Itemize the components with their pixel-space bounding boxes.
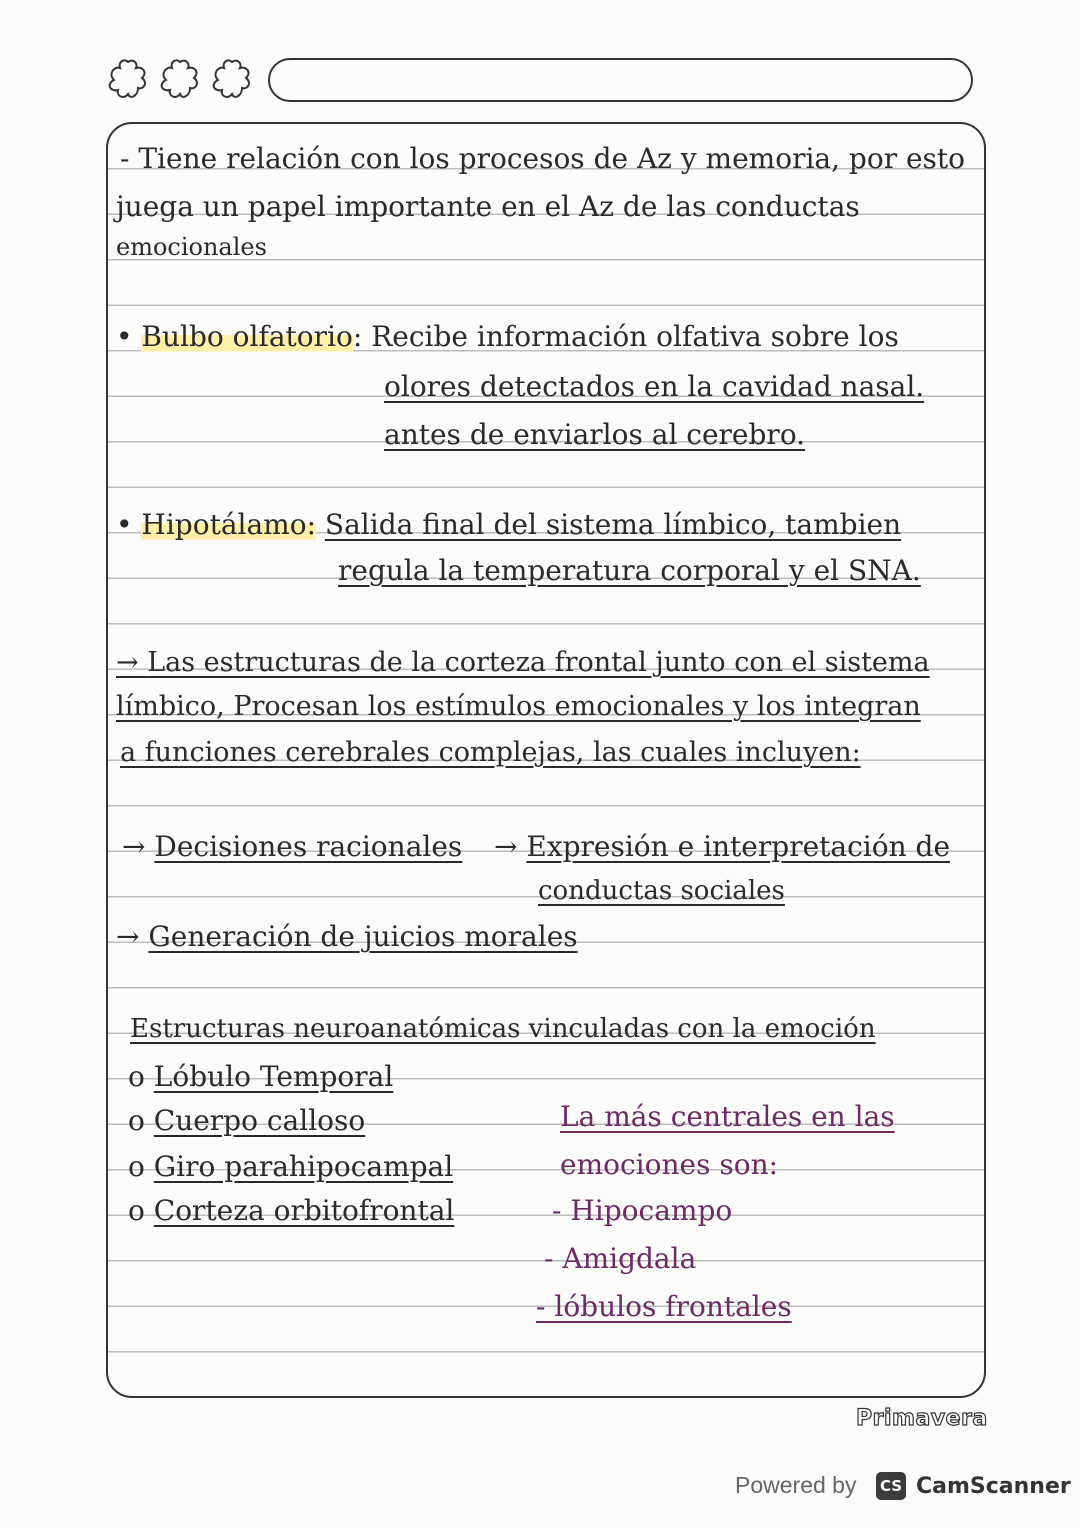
estructura-item: o Cuerpo calloso bbox=[128, 1104, 366, 1137]
funcion-item-3: → Generación de juicios morales bbox=[116, 920, 578, 953]
title-box bbox=[268, 58, 973, 102]
centrales-line-2: emociones son: bbox=[560, 1148, 779, 1181]
estructura-item-text: Giro parahipocampal bbox=[153, 1150, 454, 1183]
corteza-line-2: límbico, Procesan los estímulos emocionales y los integran bbox=[116, 691, 921, 722]
notebook-page bbox=[106, 122, 986, 1398]
estructuras-title: Estructuras neuroanatómicas vinculadas con la emoción bbox=[130, 1014, 876, 1044]
estructura-item-text: Lóbulo Temporal bbox=[153, 1060, 394, 1093]
funcion-item-2-line-2: conductas sociales bbox=[538, 876, 785, 906]
powered-by-text: Powered by bbox=[735, 1472, 857, 1498]
hipotalamo-line-1: • Hipotálamo: Salida final del sistema límbico, tambien bbox=[116, 508, 902, 541]
estructura-item: o Corteza orbitofrontal bbox=[128, 1194, 455, 1227]
corteza-line-1-text: Las estructuras de la corteza frontal junto con el sistema bbox=[147, 647, 930, 678]
notebook-header bbox=[100, 50, 980, 112]
estructura-item: o Lóbulo Temporal bbox=[128, 1060, 394, 1093]
hipotalamo-line-2: regula la temperatura corporal y el SNA. bbox=[338, 554, 921, 587]
corteza-line-1: → Las estructuras de la corteza frontal junto con el sistema bbox=[116, 647, 930, 678]
intro-line-1: - Tiene relación con los procesos de Az y memoria, por esto bbox=[120, 142, 966, 175]
intro-line-3: emocionales bbox=[116, 233, 267, 261]
estructura-item: o Giro parahipocampal bbox=[128, 1150, 454, 1183]
flower-icon bbox=[156, 56, 204, 104]
funcion-item-3-text: Generación de juicios morales bbox=[148, 920, 578, 953]
intro-line-2: juega un papel importante en el Az de las conductas bbox=[116, 190, 860, 223]
camscanner-name: CamScanner bbox=[916, 1474, 1071, 1499]
bulbo-line-1: • Bulbo olfatorio: Recibe información olfativa sobre los bbox=[116, 320, 899, 353]
bulbo-sep: : bbox=[352, 320, 363, 353]
bulbo-def-1: Recibe información olfativa sobre los bbox=[371, 320, 899, 353]
bulbo-line-3: antes de enviarlos al cerebro. bbox=[384, 418, 806, 451]
camscanner-logo-icon: CS bbox=[876, 1472, 906, 1500]
funcion-item-1: → Decisiones racionales bbox=[122, 830, 463, 863]
centrales-item: - Amigdala bbox=[544, 1242, 697, 1275]
hipotalamo-term: Hipotálamo: bbox=[141, 508, 317, 541]
funcion-item-1-text: Decisiones racionales bbox=[154, 830, 463, 863]
primavera-stamp: Primavera bbox=[856, 1406, 988, 1431]
flower-icon bbox=[104, 56, 152, 104]
bulbo-term: Bulbo olfatorio bbox=[141, 320, 353, 353]
funcion-item-2-text: Expresión e interpretación de bbox=[526, 830, 951, 863]
estructura-item-text: Corteza orbitofrontal bbox=[153, 1194, 455, 1227]
estructura-item-text: Cuerpo calloso bbox=[153, 1104, 366, 1137]
centrales-item: - Hipocampo bbox=[552, 1194, 733, 1227]
flower-icon bbox=[208, 56, 256, 104]
bulbo-line-2: olores detectados en la cavidad nasal. bbox=[384, 370, 925, 403]
hipotalamo-def-1: Salida final del sistema límbico, tambien bbox=[324, 508, 902, 541]
funcion-item-2: → Expresión e interpretación de bbox=[494, 830, 951, 863]
centrales-item: - lóbulos frontales bbox=[536, 1290, 792, 1323]
centrales-line-1: La más centrales en las bbox=[560, 1100, 895, 1133]
corteza-line-3: a funciones cerebrales complejas, las cuales incluyen: bbox=[120, 737, 861, 768]
